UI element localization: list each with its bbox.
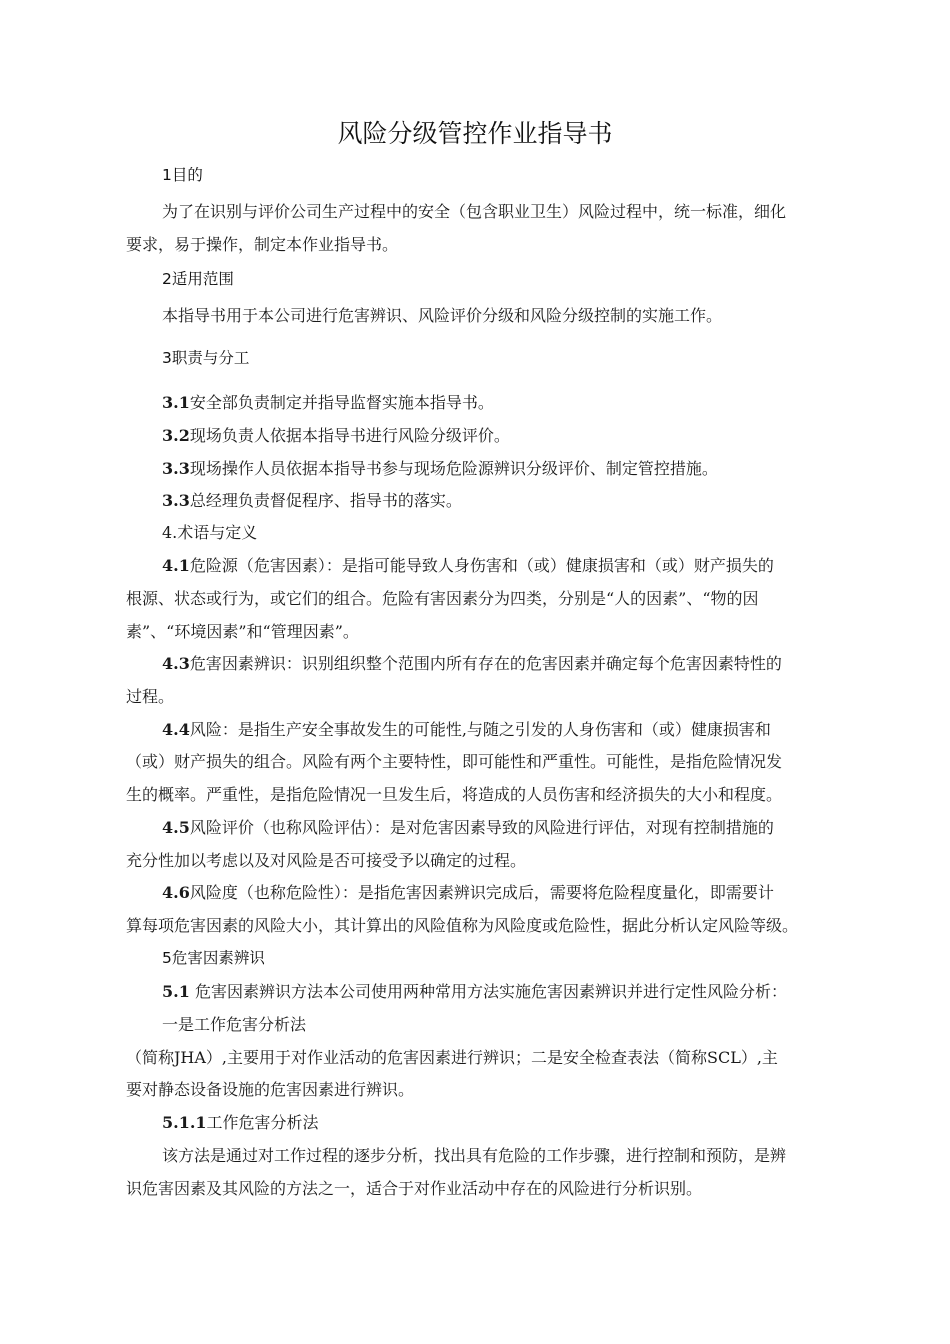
section-heading-purpose: 1目的 [162,166,203,184]
section-heading-hazard-identification: 5危害因素辨识 [162,949,265,967]
paragraph-line: 要求，易于操作，制定本作业指导书。 [126,235,399,254]
definition-line: 过程。 [126,687,175,706]
definition-line: 充分性加以考虑以及对风险是否可接受予以确定的过程。 [126,851,527,870]
definition-line: 生的概率。严重性，是指危险情况一旦发生后，将造成的人员伤害和经济损失的大小和程度。 [126,785,783,804]
paragraph-line: 该方法是通过对工作过程的逐步分析，找出具有危险的工作步骤，进行控制和预防，是辨 [162,1146,787,1165]
paragraph-line: 为了在识别与评价公司生产过程中的安全（包含职业卫生）风险过程中，统一标准，细化 [162,202,787,221]
definition-line: 算每项危害因素的风险大小，其计算出的风险值称为风险度或危险性，据此分析认定风险等级。 [126,916,799,935]
definition-line: 4.4风险：是指生产安全事故发生的可能性,与随之引发的人身伤害和（或）健康损害和 [162,720,771,739]
subsection-heading: 5.1.1工作危害分析法 [162,1113,319,1132]
definition-line: 4.3危害因素辨识：识别组织整个范围内所有存在的危害因素并确定每个危害因素特性的 [162,654,782,673]
paragraph-line: 本指导书用于本公司进行危害辨识、风险评价分级和风险分级控制的实施工作。 [162,306,723,325]
section-heading-responsibilities: 3职责与分工 [162,349,250,367]
page-title: 风险分级管控作业指导书 [337,119,613,148]
paragraph-line: 一是工作危害分析法 [162,1015,307,1034]
paragraph-line: 要对静态设备设施的危害因素进行辨识。 [126,1080,415,1099]
definition-line: 4.1危险源（危害因素）：是指可能导致人身伤害和（或）健康损害和（或）财产损失的 [162,556,774,575]
paragraph-line: （简称JHA）,主要用于对作业活动的危害因素进行辨识；二是安全检查表法（简称SCL）,主 [126,1048,778,1067]
section-heading-scope: 2适用范围 [162,270,234,288]
definition-line: 素”、“环境因素”和“管理因素”。 [126,622,359,641]
definition-line: 4.6风险度（也称危险性）：是指危害因素辨识完成后，需要将危险程度量化，即需要计 [162,883,774,902]
definition-line: 根源、状态或行为，或它们的组合。危险有害因素分为四类，分别是“人的因素”、“物的因 [126,589,759,608]
list-item: 3.1安全部负责制定并指导监督实施本指导书。 [162,393,494,412]
definition-line: （或）财产损失的组合。风险有两个主要特性，即可能性和严重性。可能性，是指危险情况发 [126,752,783,771]
list-item: 3.3总经理负责督促程序、指导书的落实。 [162,491,462,510]
section-heading-terms: 4.术语与定义 [162,523,258,542]
definition-line: 4.5风险评价（也称风险评估）：是对危害因素导致的风险进行评估，对现有控制措施的 [162,818,774,837]
list-item: 3.2现场负责人依据本指导书进行风险分级评价。 [162,426,510,445]
paragraph-line: 5.1 危害因素辨识方法本公司使用两种常用方法实施危害因素辨识并进行定性风险分析： [162,982,787,1001]
paragraph-line: 识危害因素及其风险的方法之一，适合于对作业活动中存在的风险进行分析识别。 [126,1179,703,1198]
list-item: 3.3现场操作人员依据本指导书参与现场危险源辨识分级评价、制定管控措施。 [162,459,718,478]
